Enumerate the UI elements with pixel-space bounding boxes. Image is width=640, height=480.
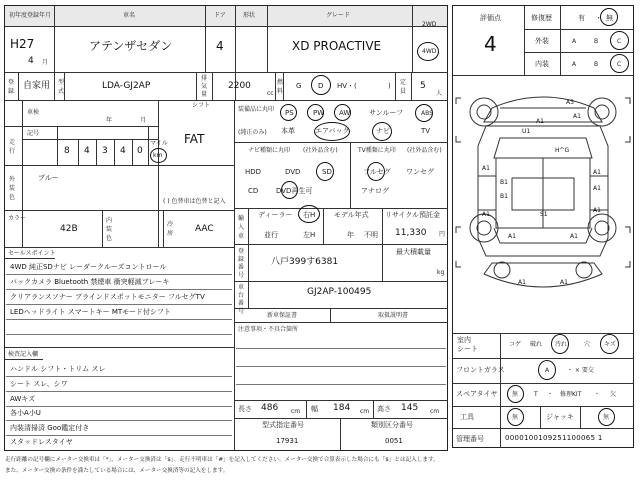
fuel-d: D: [318, 82, 324, 90]
ps-circle: [280, 104, 297, 121]
length-label: 長さ: [238, 405, 252, 413]
equip-pw: PW: [313, 109, 325, 117]
color-note: ( ) 色替車は色替と記入: [163, 198, 226, 205]
seat-ana: 穴: [584, 341, 591, 348]
capacity-unit: 人: [436, 90, 443, 97]
tools-value: 無: [512, 414, 519, 421]
exterior-b: B: [594, 38, 599, 45]
equip-aw: AW: [339, 109, 351, 117]
shape-label: 形状: [243, 12, 256, 19]
seat-yogore: 汚れ: [555, 341, 568, 348]
exterior-label: 外 装 色: [9, 176, 16, 201]
import-parallel: 並行: [264, 231, 278, 239]
import-left-hand: 左H: [303, 231, 316, 239]
color-code: 42B: [60, 224, 78, 234]
mark-u1: U1: [522, 128, 531, 135]
repair-label: 修復歴: [531, 14, 552, 22]
abs-circle: [415, 104, 433, 122]
chassis-label: 車 台 番 号: [238, 284, 245, 315]
reg-year: H27: [10, 37, 35, 51]
import-label: 輸 入 車: [238, 215, 245, 240]
caution-title: 注意事項・不具合箇所: [238, 326, 299, 333]
doors: 4: [216, 39, 224, 53]
equip-airbag: エアバック: [315, 127, 350, 135]
record-label: 記号: [27, 130, 40, 137]
equip-tv: TV: [421, 127, 431, 135]
mark-a1-b3: A1: [518, 279, 526, 286]
car-name: アテンザセダン: [89, 39, 173, 53]
mark-a1-b4: A1: [560, 279, 568, 286]
type-designation-label: 型式指定番号: [262, 421, 304, 429]
inspection-year: 年: [106, 117, 113, 124]
seat-yabure: 破れ: [530, 341, 543, 348]
jack-value: 無: [603, 414, 610, 421]
repair-no: 無: [606, 14, 613, 22]
interior-c-circle: [610, 54, 629, 73]
exterior-c: C: [617, 38, 622, 45]
fuel-g: G: [296, 82, 302, 90]
mile-label: マイル: [150, 140, 168, 147]
import-right-hand: 右H: [303, 211, 316, 219]
tv-analog: アナログ: [361, 187, 389, 195]
height-unit: cm: [430, 408, 440, 415]
nav-title: ナビ種類に丸印: [248, 147, 291, 154]
score-label: 評価点: [480, 14, 501, 22]
spare-label: スペアタイヤ: [456, 390, 498, 398]
seat-kizu: キズ: [604, 341, 616, 348]
km-label: km: [153, 152, 163, 159]
model-year-label: モデル年式: [334, 211, 369, 219]
seat-label: 室内 シート: [457, 336, 478, 353]
inspector-line-6: スタッドレスタイヤ: [10, 438, 73, 446]
pw-circle: [307, 104, 324, 121]
mark-a1-b2: A1: [570, 233, 578, 240]
equip-ps: PS: [285, 109, 294, 117]
ac-label: 冷 房: [167, 221, 174, 237]
inspector-line-4: 各小A小U: [10, 409, 41, 417]
new-warranty: 新車保証書: [267, 312, 298, 319]
nav-circle: [372, 122, 392, 141]
exterior-color: ブルー: [38, 174, 59, 182]
odometer-label: 走 行: [9, 139, 16, 155]
spare-missing: 欠: [610, 391, 617, 398]
purpose-prefix: 登 録: [8, 79, 15, 95]
reg-year-label: 初年度登録年月: [9, 12, 52, 19]
spare-t: T: [534, 391, 538, 398]
spare-kit: 修理KIT: [560, 391, 582, 398]
mark-a1-top2: A1: [536, 118, 544, 125]
inspector-line-3: AWキズ: [10, 395, 36, 403]
mark-s1: S1: [540, 211, 548, 218]
nav-hdd: HDD: [245, 168, 262, 176]
repair-sep: ・: [595, 14, 602, 22]
capacity-label: 定 員: [400, 79, 407, 95]
tools-circle: [507, 408, 524, 426]
drive-4wd: 4WD: [422, 48, 437, 55]
mark-a1-l1: A1: [482, 165, 490, 172]
model: LDA-GJ2AP: [102, 81, 151, 91]
interior-b: B: [594, 61, 599, 68]
spare-none: 無: [512, 391, 519, 398]
doors-label: ドア: [214, 12, 226, 19]
width-unit: cm: [360, 408, 370, 415]
point-line-3: クリアランスソナー ブラインドスポットモニター フルセグTV: [10, 293, 205, 301]
header-bar: [5, 6, 447, 26]
glass-a: A: [545, 367, 550, 374]
mark-a3: A3: [566, 99, 574, 106]
drive-2wd: 2WD: [422, 21, 437, 28]
displacement: 2200: [228, 81, 251, 91]
inspection-month: 月: [140, 117, 147, 124]
purpose: 自家用: [23, 81, 51, 91]
type-designation: 17931: [276, 437, 299, 445]
mark-a1-r2: A1: [593, 185, 601, 192]
spare-sep2: ・: [594, 391, 601, 398]
km-circle: [150, 148, 167, 163]
width-label: 幅: [311, 405, 318, 413]
fuel-paren: ): [388, 82, 391, 90]
cc-unit: cc: [267, 90, 274, 97]
max-load-label: 最大積載量: [396, 248, 431, 256]
grade: XD PROACTIVE: [292, 39, 382, 53]
aw-circle: [334, 104, 351, 121]
equip-sunroof: サンルーフ: [369, 109, 404, 117]
seat-koge: コゲ: [509, 341, 522, 348]
tv-oneseg: ワンセグ: [406, 168, 434, 176]
points-title: セールスポイント: [8, 250, 56, 257]
spare-none-circle: [507, 385, 524, 403]
fullseg-circle: [367, 162, 385, 181]
mgmt-number: 0000100109251100065 1: [505, 434, 603, 442]
mark-a1-b1: A1: [508, 233, 516, 240]
seat-yogore-circle: [551, 334, 569, 354]
tv-fullseg: フルセグ: [363, 168, 391, 176]
shift: FAT: [184, 132, 205, 146]
spare-sep1: ・: [547, 391, 554, 398]
height: 145: [401, 403, 419, 413]
fuel-d-circle: [311, 75, 331, 95]
mark-hg: H^G: [555, 147, 570, 154]
odo-digit-3: 3: [102, 146, 108, 156]
odo-digit-1: 8: [64, 146, 70, 156]
score: 4: [484, 32, 497, 56]
width: 184: [333, 403, 351, 413]
mark-a1-l2: A1: [482, 211, 490, 218]
mark-a1-top: A1: [573, 113, 581, 120]
interior-c: C: [617, 61, 622, 68]
model-label: 型 式: [58, 79, 65, 95]
tv-sub: (社外品含む): [407, 147, 442, 154]
length-unit: cm: [291, 408, 301, 415]
airbag-circle: [314, 122, 350, 141]
jack-circle: [598, 408, 615, 426]
inspector-line-5: 内装清掃済 Goo鑑定付き: [10, 424, 90, 432]
equip-abs: ABS: [421, 110, 433, 117]
point-line-1: 4WD 純正SDナビ レーダークルーズコントロール: [10, 263, 167, 271]
nav-dvd: DVD: [285, 168, 301, 176]
tv-title: TV種類に丸印: [358, 147, 396, 154]
car-name-label: 車名: [123, 12, 136, 19]
equip-subtitle: (純正のみ): [238, 129, 267, 136]
nav-sub: (社外品含む): [303, 147, 338, 154]
sd-circle: [316, 162, 334, 181]
plate-label: 登 録 番 号: [238, 248, 245, 279]
recycle: 11,330: [395, 228, 427, 238]
mark-a1-r1: A1: [593, 169, 601, 176]
grade-label: グレード: [326, 12, 351, 19]
reg-month: 4: [28, 56, 34, 66]
nav-cd: CD: [248, 187, 259, 195]
nav-sd: SD: [322, 168, 332, 176]
jack-label: ジャッキ: [546, 413, 574, 421]
inspection-label: 車検: [27, 109, 40, 116]
footer-line-1: 走行距離の記号欄にメーター交換車は「*」、メーター交換済は「$」、走行不明車は「#」を記入してください。メーター交換で合算表示した場合にも「$」とは記入します。: [5, 457, 439, 463]
mark-a1-r3: A1: [593, 207, 601, 214]
color-code-label: カラー: [8, 215, 27, 222]
odo-digit-5: 0: [137, 146, 143, 156]
chassis-number: GJ2AP-100495: [307, 287, 372, 297]
mgmt-label: 管理番号: [456, 435, 484, 443]
exterior-eval-label: 外装: [535, 37, 549, 45]
capacity: 5: [420, 81, 426, 91]
inspector-title: 検査記入欄: [8, 351, 39, 358]
max-load-unit: kg: [437, 269, 445, 276]
model-year-unknown: 不明: [364, 231, 378, 239]
odo-digit-2: 4: [84, 146, 90, 156]
category: 0051: [385, 437, 403, 445]
glass-a-circle: [538, 360, 556, 380]
fuel-hv: HV・(: [337, 82, 357, 90]
tools-label: 工具: [460, 413, 474, 421]
equip-leather: 本革: [281, 127, 295, 135]
model-year-year: 年: [347, 231, 354, 239]
recycle-unit: 円: [439, 231, 446, 238]
mark-b1-l: B1: [500, 179, 508, 186]
exterior-a: A: [572, 38, 577, 45]
shift-label: シフト: [192, 102, 211, 109]
odo-digit-4: 4: [120, 146, 126, 156]
ac: AAC: [195, 224, 214, 234]
mark-b1-l2: B1: [500, 193, 508, 200]
drive-4wd-circle: [417, 42, 439, 61]
inspector-line-1: ハンドル シフト・トリム スレ: [10, 365, 106, 373]
fuel-label: 燃 料: [277, 79, 284, 95]
repair-no-circle: [600, 8, 618, 26]
interior-color-label: 内 装 色: [106, 217, 113, 242]
interior-eval-label: 内装: [535, 60, 549, 68]
dvd-playback-circle: [281, 181, 298, 199]
category-label: 類別区分番号: [371, 421, 413, 429]
manual: 取扱説明書: [378, 312, 409, 319]
footer-line-2: また、メーター交換の条件を満たしている場合には、メーター交換済等の記入をします。: [5, 468, 229, 474]
displacement-label: 排 気 量: [201, 75, 208, 98]
nav-dvd-playback: DVD再生可: [276, 187, 313, 195]
exterior-c-circle: [610, 31, 629, 50]
glass-label: フロントガラス: [456, 366, 505, 374]
inspector-line-2: シート スレ、シワ: [10, 380, 68, 388]
interior-a: A: [572, 61, 577, 68]
right-hand-circle: [298, 205, 320, 223]
point-line-4: LEDヘッドライト スマートキー MTモード付シフト: [10, 308, 171, 316]
point-line-2: バックカメラ Bluetooth 禁煙車 衝突軽減ブレーキ: [10, 278, 170, 286]
recycle-label: リサイクル預託金: [385, 211, 441, 219]
length: 486: [261, 403, 279, 413]
seat-kizu-circle: [600, 334, 619, 354]
equip-title: 装備品に丸印: [238, 106, 275, 113]
import-dealer: ディーラー: [258, 211, 293, 219]
equip-nav: ナビ: [376, 127, 390, 135]
glass-need: ・ × 要交: [567, 367, 594, 374]
month-unit: 月: [42, 59, 49, 66]
repair-yes: 有: [578, 14, 585, 22]
plate-number: 八戸399す6381: [271, 257, 339, 267]
car-diagram: [452, 78, 634, 328]
height-label: 高さ: [377, 405, 391, 413]
